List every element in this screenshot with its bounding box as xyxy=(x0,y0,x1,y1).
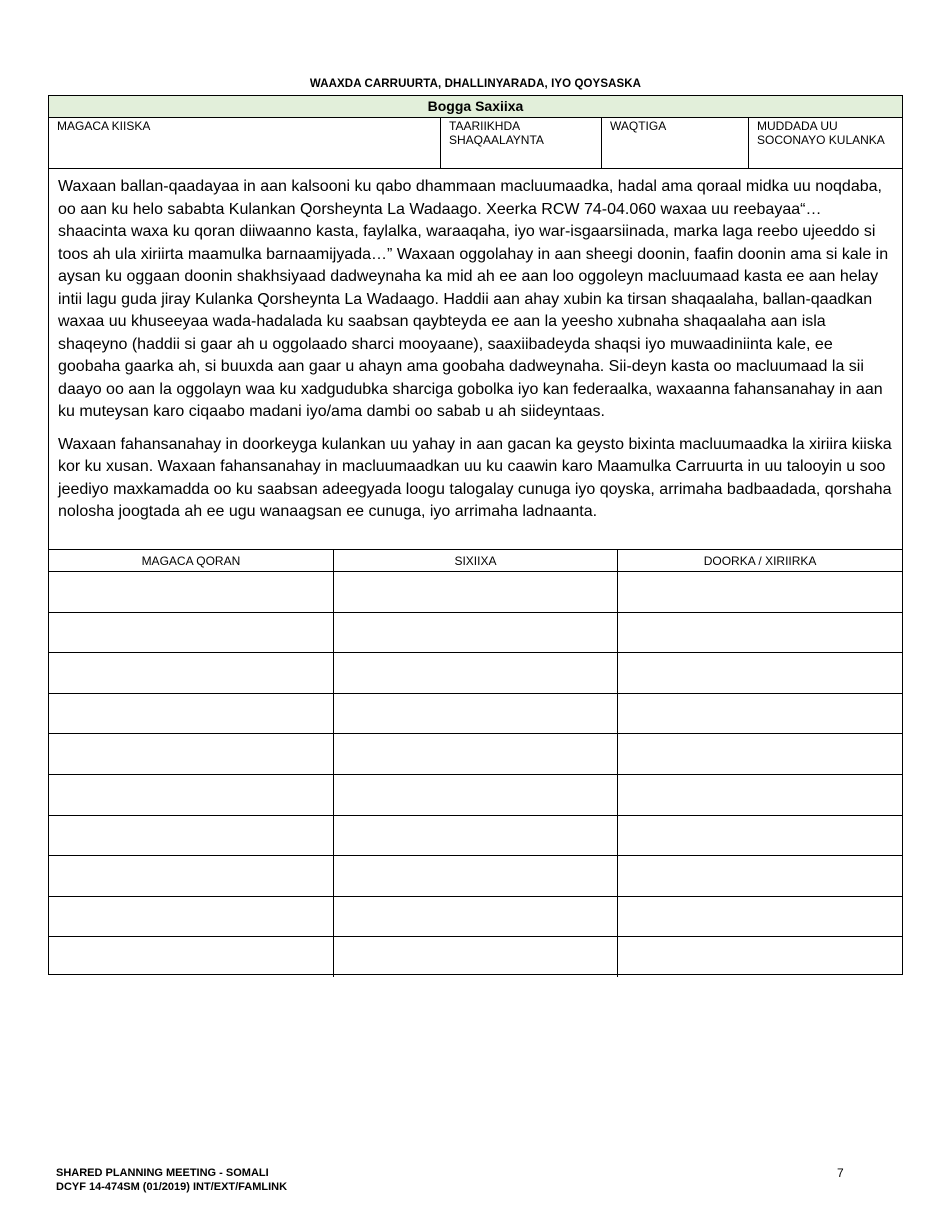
signature-table xyxy=(49,550,902,977)
signature-cell[interactable] xyxy=(333,774,617,815)
signature-cell[interactable] xyxy=(333,856,617,897)
signature-cell[interactable] xyxy=(333,937,617,977)
table-row xyxy=(49,774,902,815)
time-field[interactable] xyxy=(602,118,749,168)
case-name-label: MAGACA KIISKA xyxy=(57,119,151,133)
column-header-signature: SIXIIXA xyxy=(333,550,617,572)
table-row xyxy=(49,815,902,856)
footer-form-code: DCYF 14-474SM (01/2019) INT/EXT/FAMLINK xyxy=(56,1181,288,1193)
printed-name-cell[interactable] xyxy=(49,734,333,775)
page-number: 7 xyxy=(837,1166,844,1180)
printed-name-cell[interactable] xyxy=(49,693,333,734)
printed-name-cell[interactable] xyxy=(49,612,333,653)
statement-paragraph: Waxaan ballan-qaadayaa in aan kalsooni ku qabo dhammaan macluumaadka, hadal ama qoraal midka uu noqdaba, oo aan ku helo sababta Kulankan Qorsheynta La Wadaago. Xeerka RCW 74-04.060 waxaa uu reebayaa“… shaacinta waxa ku qoran diiwaanno kasta, faylalka, waraaqaha, iyo war-isgaarsiinada, marka laga reebo ujeeddo si toos ah ula xiriirta maamulka barnaamijyada…” Waxaan oggolahay in aan sheegi doonin, faafin doonin ama si kale in aysan ku oggaan doonin shakhsiyaad dadweynaha ka mid ah ee aan loo oggoleyn macluumaad kasta ee aan helay intii lagu guda jiray Kulanka Qorsheynta La Wadaago. Haddii aan ahay xubin ka tirsan shaqaalaha, ballan-qaadkan waxaa uu khuseeyaa wada-hadalada ku saabsan qaybteyda ee aan la yeesho xubnaha shaqaalaha aan isla shaqeyno (haddii si gaar ah u oggolaado sharci mooyaane), saaxiibadeyda shaqsi iyo muwaadiniinta kale, ee goobaha gaarka ah, si buuxda aan gaar u ahayn ama goobaha dadweynaha. Sii-deyn kasta oo macluumaad la sii daayo oo aan la oggolayn waa ku xadgudubka sharciga gobolka iyo kan federaalka, waxaanna fahansanahay in aan ku muteysan karo ciqaabo madani iyo/ama dambi oo sabab u ah siideyntaas. xyxy=(58,178,889,420)
department-header: WAAXDA CARRUURTA, DHALLINYARADA, IYO QOYSASKA xyxy=(309,78,642,90)
table-row xyxy=(49,856,902,897)
table-row xyxy=(49,653,902,694)
signature-cell[interactable] xyxy=(333,653,617,694)
time-label: WAQTIGA xyxy=(610,119,667,133)
signature-cell[interactable] xyxy=(333,572,617,613)
role-relationship-cell[interactable] xyxy=(618,937,902,977)
role-relationship-cell[interactable] xyxy=(618,612,902,653)
signature-cell[interactable] xyxy=(333,896,617,937)
role-relationship-cell[interactable] xyxy=(618,734,902,775)
footer-form-title: SHARED PLANNING MEETING - SOMALI xyxy=(56,1167,269,1179)
table-row xyxy=(49,693,902,734)
printed-name-cell[interactable] xyxy=(49,572,333,613)
staffing-date-label-line2: SHAQAALAYNTA xyxy=(449,133,544,147)
case-name-field[interactable] xyxy=(49,118,441,168)
signature-cell[interactable] xyxy=(333,612,617,653)
column-header-printed-name: MAGACA QORAN xyxy=(49,550,333,572)
signature-cell[interactable] xyxy=(333,693,617,734)
table-row xyxy=(49,937,902,977)
statement-paragraph: Waxaan fahansanahay in doorkeyga kulankan uu yahay in aan gacan ka geysto bixinta macluumaadka la xiriira kiiska kor ku xusan. Waxaan fahansanahay in macluumaadkan uu ku caawin karo Maamulka Carruurta in uu talooyin u soo jeediyo maxkamadda oo ku saabsan adeegyada loogu talogalay cunuga iyo qoyska, arrimaha badbaadada, qorshaha nolosha joogtada ah ee ugu wanaagsan ee cunuga, iyo arrimaha ladnaanta. xyxy=(58,435,892,520)
printed-name-cell[interactable] xyxy=(49,896,333,937)
signature-cell[interactable] xyxy=(333,815,617,856)
printed-name-cell[interactable] xyxy=(49,815,333,856)
staffing-date-label-line1: TAARIIKHDA xyxy=(449,119,521,133)
role-relationship-cell[interactable] xyxy=(618,774,902,815)
role-relationship-cell[interactable] xyxy=(618,815,902,856)
role-relationship-cell[interactable] xyxy=(618,856,902,897)
confidentiality-statement xyxy=(49,169,902,550)
role-relationship-cell[interactable] xyxy=(618,693,902,734)
table-row xyxy=(49,612,902,653)
staffing-date-field[interactable] xyxy=(441,118,602,168)
printed-name-cell[interactable] xyxy=(49,653,333,694)
form-title: Bogga Saxiixa xyxy=(49,96,902,118)
table-row xyxy=(49,896,902,937)
signature-table-header xyxy=(49,550,902,572)
signature-cell[interactable] xyxy=(333,734,617,775)
meeting-duration-field[interactable] xyxy=(749,118,902,168)
printed-name-cell[interactable] xyxy=(49,774,333,815)
table-row xyxy=(49,572,902,613)
case-fields-row xyxy=(49,118,902,169)
form-footer xyxy=(56,1166,287,1194)
printed-name-cell[interactable] xyxy=(49,937,333,977)
role-relationship-cell[interactable] xyxy=(618,653,902,694)
column-header-role-relationship: DOORKA / XIRIIRKA xyxy=(618,550,902,572)
meeting-duration-label-line2: SOCONAYO KULANKA xyxy=(757,133,885,147)
table-row xyxy=(49,734,902,775)
printed-name-cell[interactable] xyxy=(49,856,333,897)
meeting-duration-label-line1: MUDDADA UU xyxy=(757,119,838,133)
role-relationship-cell[interactable] xyxy=(618,896,902,937)
signature-form xyxy=(48,95,903,975)
role-relationship-cell[interactable] xyxy=(618,572,902,613)
